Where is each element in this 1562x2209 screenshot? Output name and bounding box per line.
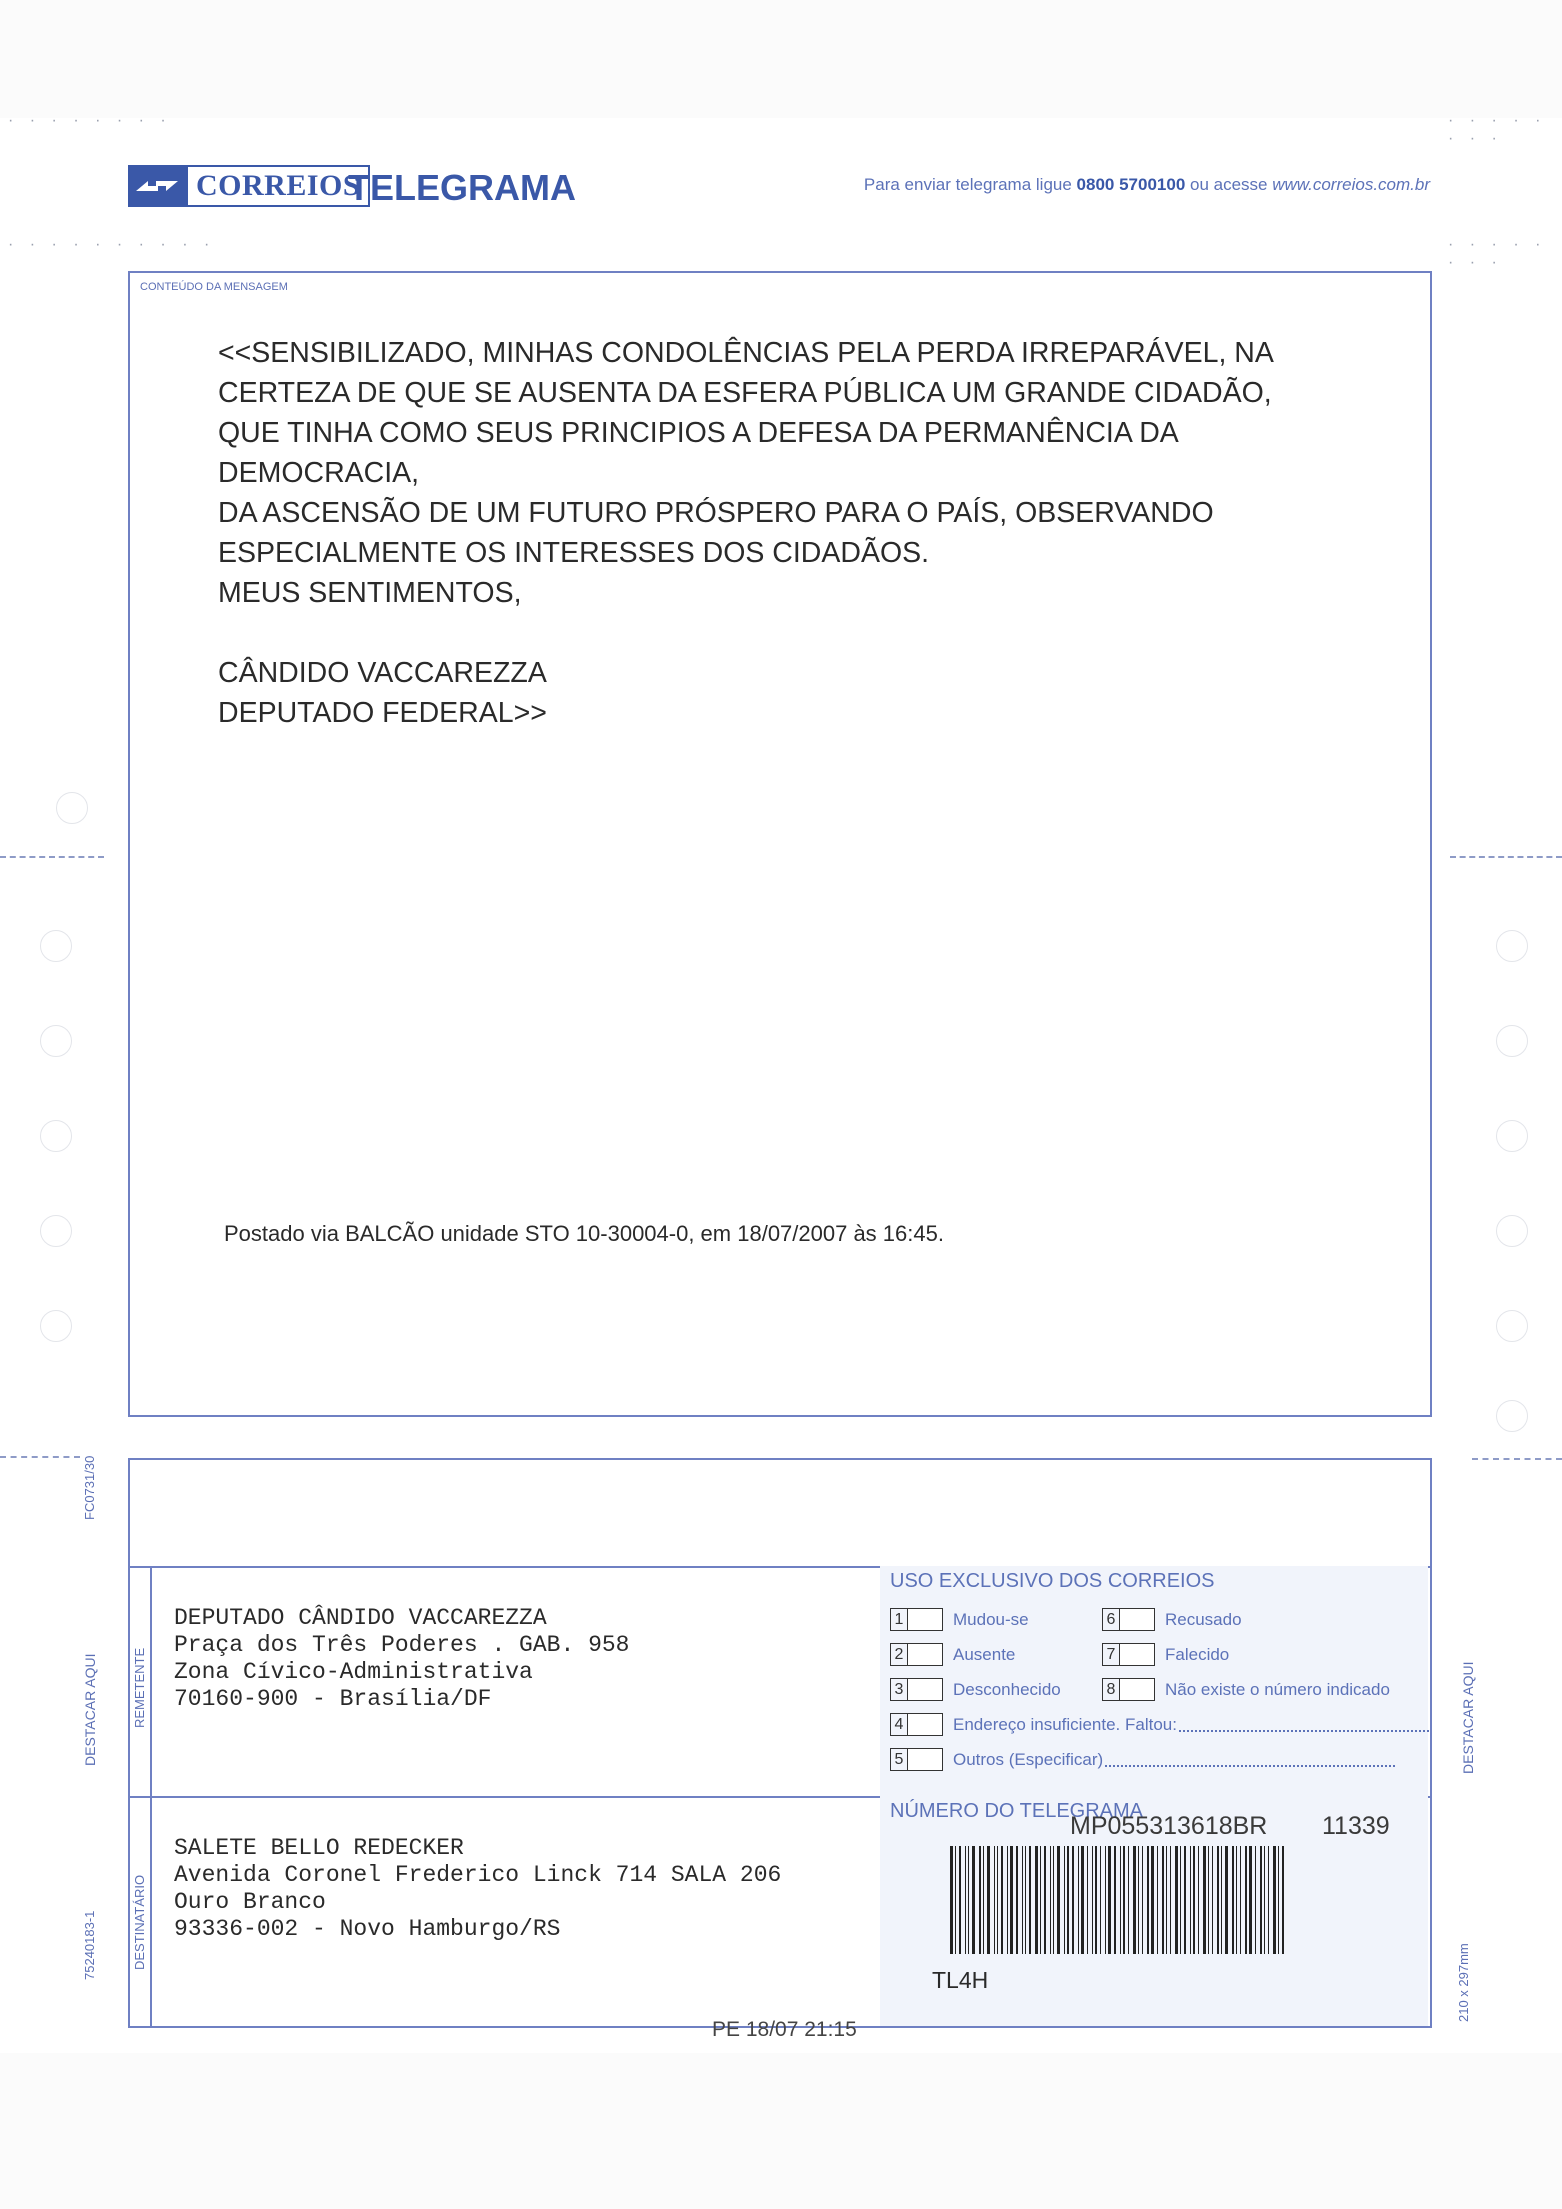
checkbox[interactable] [907,1748,943,1771]
tear-line [1472,1458,1562,1460]
tear-here-left: DESTACAR AQUI [82,1653,98,1766]
sender-label: REMETENTE [132,1647,147,1728]
sender-address [174,1605,629,1713]
correios-logo [128,165,370,207]
barcode-bar [968,1846,969,1954]
message-body: <<SENSIBILIZADO, MINHAS CONDOLÊNCIAS PELA PERDA IRREPARÁVEL, NA CERTEZA DE QUE SE AUSENTA DA ESFERA PÚBLICA UM GRANDE CIDADÃO, QUE TINHA COMO SEUS PRINCIPIOS A DEFESA DA PERMANÊNCIA DA DEMOCRACIA, DA ASCENSÃO DE UM FUTURO PRÓSPERO PARA O PAÍS, OBSERVANDO ESPECIALMENTE OS INTERESSES DOS CIDADÃOS. MEUS SENTIMENTOS, CÂNDIDO VACCAREZZA DEPUTADO FEDERAL>> [218,337,1274,729]
barcode-bar [955,1846,956,1954]
barcode-bar [959,1846,961,1954]
punch-hole [1496,1120,1528,1152]
punch-hole [40,1310,72,1342]
barcode-bar [1105,1846,1106,1954]
telegram-number-title: NÚMERO DO TELEGRAMA [890,1800,1143,1822]
sender-line: Zona Cívico-Administrativa [174,1659,533,1685]
punch-hole [1496,930,1528,962]
return-option: 6 Recusado [1102,1608,1242,1631]
message-box [128,271,1432,1417]
barcode-bar [1040,1846,1041,1954]
divider [150,1566,152,2026]
return-option: 1 Mudou-se [890,1608,1029,1631]
contact-info-prefix: Para enviar telegrama ligue [863,175,1077,194]
recipient-line: Ouro Branco [174,1889,326,1915]
form-serial: 75240183-1 [82,1910,97,1980]
barcode-bar [1053,1846,1054,1954]
barcode-bar [1170,1846,1171,1954]
perforation-left-mid: · · · · · · · · · · [8,236,216,253]
punch-hole [40,930,72,962]
barcode-bar [1044,1846,1046,1954]
barcode-bar [1203,1846,1206,1954]
barcode-bar [1095,1846,1097,1954]
perforation-left-top: · · · · · · · · [8,112,172,129]
telegram-number-section [880,1796,1428,2026]
barcode-bar [1064,1846,1065,1954]
barcode-bar [1025,1846,1026,1954]
checkbox[interactable] [907,1713,943,1736]
return-option: 5 Outros (Especificar) [890,1748,1395,1771]
barcode-bar [972,1846,975,1954]
barcode-bar [1016,1846,1018,1954]
recipient-line: Avenida Coronel Frederico Linck 714 SALA 206 [174,1862,782,1888]
checkbox[interactable] [1119,1643,1155,1666]
barcode-bar [1208,1846,1209,1954]
perforation-right-top: · · · · · · · · [1448,112,1547,147]
contact-phone: 0800 5700100 [1076,175,1186,194]
punch-hole [56,792,88,824]
barcode-bar [1072,1846,1074,1954]
telegram-header [128,163,1430,213]
barcode-bar [1128,1846,1129,1954]
barcode-bar [1166,1846,1167,1954]
tear-line [0,856,104,858]
tear-line [1450,856,1562,858]
contact-info-mid: ou acesse [1185,175,1273,194]
perforation-right-mid: · · · · · · · · [1448,236,1547,271]
barcode-bar [1260,1846,1262,1954]
barcode-bar [979,1846,981,1954]
barcode-bar [1212,1846,1213,1954]
recipient-line: SALETE BELLO REDECKER [174,1835,464,1861]
barcode-bar [1217,1846,1219,1954]
barcode-bar [1273,1846,1276,1954]
barcode-bar [1050,1846,1051,1954]
correios-logo-text: CORREIOS [186,165,370,207]
return-option: 2 Ausente [890,1643,1015,1666]
barcode-bar [1123,1846,1125,1954]
contact-website: www.correios.com.br [1272,175,1430,194]
barcode-bar [1193,1846,1195,1954]
punch-hole [40,1025,72,1057]
barcode-bar [1142,1846,1143,1954]
return-option: 3 Desconhecido [890,1678,1061,1701]
barcode-bar [1078,1846,1079,1954]
barcode [950,1846,1420,1954]
barcode-bar [1100,1846,1101,1954]
punch-hole [1496,1310,1528,1342]
barcode-bar [965,1846,966,1954]
barcode-bar [1240,1846,1241,1954]
barcode-bar [1007,1846,1008,1954]
barcode-bar [1232,1846,1234,1954]
checkbox[interactable] [907,1608,943,1631]
tear-here-right: DESTACAR AQUI [1460,1661,1476,1774]
postal-use-panel [880,1566,1428,2026]
sender-line: Praça dos Três Poderes . GAB. 958 [174,1632,630,1658]
barcode-bar [1035,1846,1038,1954]
delivery-stamp: PE 18/07 21:15 [712,2018,857,2041]
barcode-bar [1175,1846,1178,1954]
punch-hole [1496,1215,1528,1247]
barcode-bar [987,1846,990,1954]
telegram-code: MP055313618BR [1070,1812,1268,1840]
checkbox[interactable] [907,1643,943,1666]
punch-hole [40,1120,72,1152]
punch-hole [40,1215,72,1247]
barcode-bar [1221,1846,1222,1954]
barcode-bar [1133,1846,1136,1954]
barcode-bar [1268,1846,1269,1954]
document-title: TELEGRAMA [348,167,576,208]
barcode-bar [1151,1846,1154,1954]
tear-line [0,1456,80,1458]
barcode-bar [1092,1846,1093,1954]
barcode-bar [1184,1846,1186,1954]
sender-line: DEPUTADO CÂNDIDO VACCAREZZA [174,1605,547,1631]
address-box [128,1458,1432,2028]
checkbox[interactable] [1119,1608,1155,1631]
recipient-label: DESTINATÁRIO [132,1874,147,1970]
barcode-bar [1087,1846,1088,1954]
barcode-bar [1010,1846,1013,1954]
barcode-bar [1120,1846,1121,1954]
barcode-bar [1236,1846,1237,1954]
barcode-bar [950,1846,953,1954]
barcode-bar [983,1846,984,1954]
barcode-bar [1282,1846,1284,1954]
return-option: 8 Não existe o número indicado [1102,1678,1390,1701]
barcode-bar [1249,1846,1252,1954]
barcode-bar [1190,1846,1191,1954]
barcode-bar [1081,1846,1084,1954]
return-option: 7 Falecido [1102,1643,1229,1666]
contact-info [864,175,1430,195]
telegram-tag: TL4H [932,1967,989,1993]
recipient-address [174,1835,781,1943]
barcode-bar [1067,1846,1069,1954]
postal-use-title: USO EXCLUSIVO DOS CORREIOS [890,1570,1215,1592]
barcode-bar [1198,1846,1199,1954]
barcode-bar [1245,1846,1247,1954]
barcode-bar [1162,1846,1164,1954]
barcode-bar [1022,1846,1023,1954]
barcode-bar [1255,1846,1256,1954]
barcode-bar [997,1846,998,1954]
barcode-bar [1108,1846,1111,1954]
punch-hole [1496,1400,1528,1432]
barcode-bar [1001,1846,1003,1954]
sender-line: 70160-900 - Brasília/DF [174,1686,492,1712]
barcode-bar [1147,1846,1149,1954]
barcode-bar [1180,1846,1181,1954]
correios-arrows-icon [128,165,186,207]
message-caption: CONTEÚDO DA MENSAGEM [140,281,288,293]
checkbox[interactable] [907,1678,943,1701]
barcode-bar [994,1846,995,1954]
barcode-bar [1057,1846,1060,1954]
telegram-short-number: 11339 [1322,1812,1390,1840]
punch-hole [1496,1025,1528,1057]
posted-info: Postado via BALCÃO unidade STO 10-30004-0, em 18/07/2007 às 16:45. [224,1221,944,1246]
barcode-bar [1114,1846,1116,1954]
barcode-bar [1264,1846,1265,1954]
barcode-bar [1278,1846,1279,1954]
form-code: FC0731/30 [82,1455,97,1520]
barcode-bar [1157,1846,1158,1954]
barcode-bar [1138,1846,1139,1954]
paper-size: 210 x 297mm [1456,1943,1471,2022]
return-option: 4 Endereço insuficiente. Faltou: [890,1713,1429,1736]
recipient-line: 93336-002 - Novo Hamburgo/RS [174,1916,561,1942]
barcode-bar [1029,1846,1031,1954]
checkbox[interactable] [1119,1678,1155,1701]
barcode-bar [1225,1846,1228,1954]
